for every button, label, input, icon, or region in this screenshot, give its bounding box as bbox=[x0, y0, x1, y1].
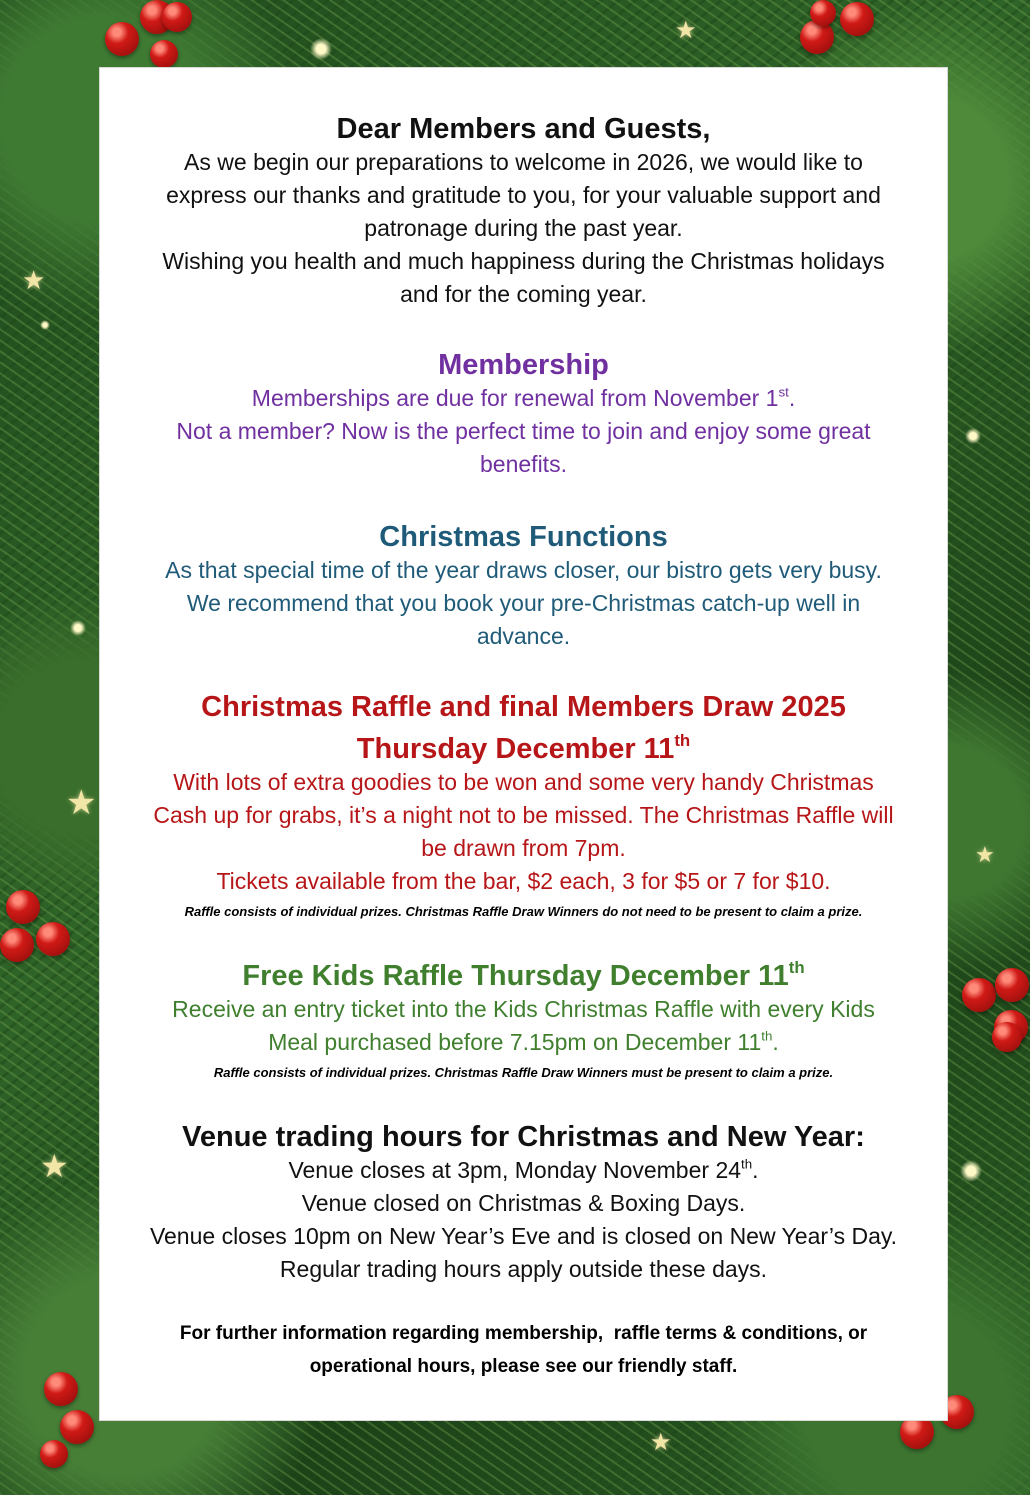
raffle-note: Raffle consists of individual prizes. Christmas Raffle Draw Winners do not need to be present to claim a prize. bbox=[184, 904, 863, 919]
holly-berry bbox=[800, 20, 834, 54]
holly-berry bbox=[140, 0, 174, 34]
kids-raffle-line: Receive an entry ticket into the Kids Christmas Raffle with every Kids bbox=[172, 996, 875, 1022]
star-icon: ★ bbox=[22, 266, 46, 296]
holly-berry bbox=[0, 928, 34, 962]
trading-hours-line: Regular trading hours apply outside these days. bbox=[279, 1256, 768, 1282]
membership-line: benefits. bbox=[480, 451, 567, 477]
star-icon: ★ bbox=[975, 843, 995, 868]
holly-berry bbox=[36, 922, 70, 956]
functions-line: advance. bbox=[476, 623, 571, 649]
raffle-section bbox=[100, 690, 947, 925]
raffle-line: Tickets available from the bar, $2 each, 3 for $5 or 7 for $10. bbox=[216, 868, 831, 894]
membership-line: Not a member? Now is the perfect time to join and enjoy some great bbox=[176, 418, 871, 444]
functions-title: Christmas Functions bbox=[379, 521, 668, 553]
letter-panel bbox=[99, 67, 948, 1421]
functions-line: We recommend that you book your pre-Christmas catch-up well in bbox=[186, 590, 861, 616]
greeting-line: express our thanks and gratitude to you, for your valuable support and bbox=[166, 182, 881, 208]
holly-berry bbox=[810, 0, 836, 26]
footer-section bbox=[100, 1317, 947, 1383]
light-sparkle bbox=[960, 1160, 982, 1182]
holly-berry bbox=[840, 2, 874, 36]
raffle-line: Cash up for grabs, it’s a night not to be missed. The Christmas Raffle will bbox=[153, 802, 894, 828]
raffle-date: Thursday December 11th bbox=[356, 731, 691, 765]
raffle-line: With lots of extra goodies to be won and some very handy Christmas bbox=[173, 769, 874, 795]
light-sparkle bbox=[965, 428, 981, 444]
holly-berry bbox=[6, 890, 40, 924]
kids-raffle-note: Raffle consists of individual prizes. Christmas Raffle Draw Winners must be present to claim a prize. bbox=[213, 1065, 834, 1080]
footer-line: operational hours, please see our friendly staff. bbox=[309, 1356, 738, 1377]
holly-berry bbox=[162, 2, 192, 32]
kids-raffle-title: Free Kids Raffle Thursday December 11th bbox=[242, 958, 805, 992]
holly-berry bbox=[105, 22, 139, 56]
trading-hours-title: Venue trading hours for Christmas and New Year: bbox=[182, 1121, 865, 1153]
holly-berry bbox=[962, 978, 996, 1012]
kids-raffle-section bbox=[100, 959, 947, 1086]
star-icon: ★ bbox=[66, 783, 97, 823]
membership-line: Memberships are due for renewal from November 1st. bbox=[251, 384, 796, 411]
functions-line: As that special time of the year draws closer, our bistro gets very busy. bbox=[165, 557, 882, 583]
footer-line: For further information regarding membership, raffle terms & conditions, or bbox=[179, 1323, 868, 1344]
holly-berry bbox=[40, 1440, 68, 1468]
trading-hours-line: Venue closes at 3pm, Monday November 24th. bbox=[288, 1156, 759, 1183]
raffle-line: be drawn from 7pm. bbox=[421, 835, 626, 861]
star-icon: ★ bbox=[675, 16, 697, 44]
membership-section bbox=[100, 348, 947, 481]
greeting-title: Dear Members and Guests, bbox=[336, 113, 711, 145]
greeting-line: patronage during the past year. bbox=[364, 215, 683, 241]
star-icon: ★ bbox=[40, 1147, 69, 1185]
trading-hours-section bbox=[100, 1120, 947, 1286]
greeting-section bbox=[100, 112, 947, 311]
holly-berry bbox=[992, 1022, 1022, 1052]
trading-hours-line: Venue closes 10pm on New Year’s Eve and is closed on New Year’s Day. bbox=[149, 1223, 898, 1249]
greeting-line: Wishing you health and much happiness during the Christmas holidays bbox=[162, 248, 885, 274]
light-sparkle bbox=[40, 320, 50, 330]
trading-hours-line: Venue closed on Christmas & Boxing Days. bbox=[301, 1190, 746, 1216]
holly-berry bbox=[60, 1410, 94, 1444]
greeting-line: As we begin our preparations to welcome in 2026, we would like to bbox=[184, 149, 863, 175]
light-sparkle bbox=[70, 620, 86, 636]
star-icon: ★ bbox=[650, 1428, 672, 1456]
holly-berry bbox=[994, 1010, 1028, 1044]
greeting-line: and for the coming year. bbox=[400, 281, 647, 307]
holly-berry bbox=[150, 40, 178, 68]
light-sparkle bbox=[310, 38, 332, 60]
functions-section bbox=[100, 520, 947, 653]
holly-berry bbox=[995, 968, 1029, 1002]
raffle-title: Christmas Raffle and final Members Draw 2025 bbox=[201, 691, 846, 723]
membership-title: Membership bbox=[438, 349, 609, 381]
holly-berry bbox=[44, 1372, 78, 1406]
kids-raffle-line: Meal purchased before 7.15pm on December 11th. bbox=[268, 1028, 779, 1055]
